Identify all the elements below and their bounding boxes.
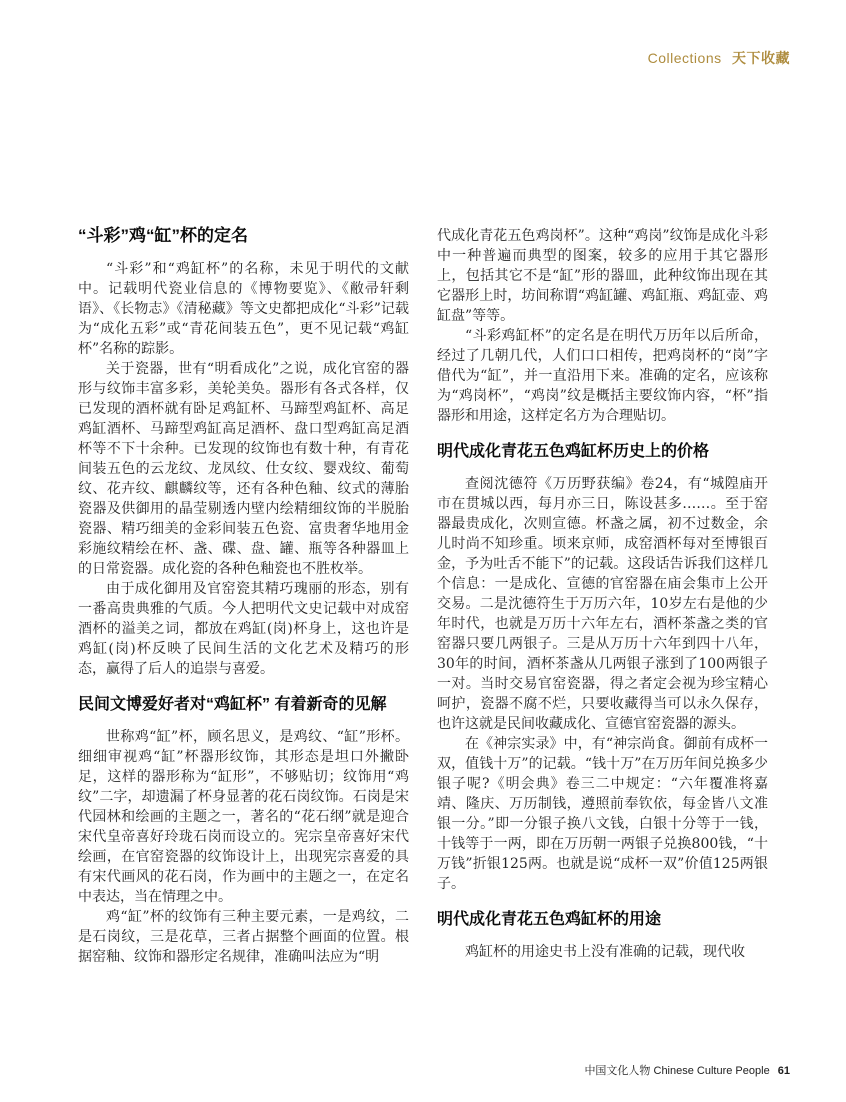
header-section-label-zh: 天下收藏 — [732, 50, 790, 66]
paragraph-continuation: 代成化青花五色鸡岗杯”。这种“鸡岗”纹饰是成化斗彩中一种普遍而典型的图案，较多的应用于其它器形上，包括其它不是“缸”形的器皿，此种纹饰出现在其它器形上时，坊间称谓“鸡缸罐、鸡缸瓶、鸡缸壶、鸡缸盘”等等。 — [437, 228, 768, 324]
paragraph: 查阅沈德符《万历野获编》卷24，有“城隍庙开市在贯城以西，每月亦三日，陈设甚多……。至于窑器最贵成化，次则宣德。杯盏之属，初不过数金，余儿时尚不知珍重。顷来京师，成窑酒杯每对至博银百金，予为吐舌不能下”的记载。这段话告诉我们这样几个信息：一是成化、宣德的官窑器在庙会集市上公开交易。二是沈德符生于万历六年，10岁左右是他的少年时代，也就是万历十六年左右，酒杯茶盏之类的官窑器只要几两银子。三是从万历十六年到四十八年，30年的时间，酒杯茶盏从几两银子涨到了100两银子一对。当时交易官窑瓷器，得之者定会视为珍宝精心呵护，瓷器不腐不烂，只要收藏得当可以永久保存，也许这就是民间收藏成化、宣德官窑瓷器的源头。 — [437, 476, 768, 732]
section-heading: 民间文博爱好者对“鸡缸杯” 有着新奇的见解 — [78, 696, 387, 713]
paragraph: 鸡缸杯的用途史书上没有准确的记载，现代收 — [465, 944, 745, 960]
left-column — [78, 226, 409, 967]
header-section-label-en: Collections — [647, 50, 722, 66]
paragraph: 世称鸡“缸”杯，顾名思义，是鸡纹、“缸”形杯。细细审视鸡“缸”杯器形纹饰，其形态是坦口外撇卧足，这样的器形称为“缸形”，不够贴切；纹饰用“鸡纹”二字，却遗漏了杯身显著的花石岗纹饰。石岗是宋代园林和绘画的主题之一，著名的“花石纲”就是迎合宋代皇帝喜好玲珑石岗而设立的。宪宗皇帝喜好宋代绘画，在官窑瓷器的纹饰设计上，出现宪宗喜爱的具有宋代画风的花石岗，作为画中的主题之一，在定名中表达，当在情理之中。 — [78, 729, 409, 905]
section-heading: 明代成化青花五色鸡缸杯的用途 — [437, 911, 662, 928]
page-header — [648, 48, 790, 68]
article-body — [78, 226, 768, 967]
footer-publication-zh: 中国文化人物 — [584, 1065, 651, 1077]
paragraph: 在《神宗实录》中，有“神宗尚食。御前有成杯一双，值钱十万”的记载。“钱十万”在万历年间兑换多少银子呢?《明会典》卷三二中规定：“六年覆准将嘉靖、隆庆、万历制钱，遵照前奉钦依，每金皆八文准银一分。”即一分银子换八文钱，白银十分等于一钱，十钱等于一两，即在万历朝一两银子兑换800钱，“十万钱”折银125两。也就是说“成杯一双”价值125两银子。 — [437, 736, 768, 892]
paragraph: 关于瓷器，世有“明看成化”之说，成化官窑的器形与纹饰丰富多彩，美轮美奂。器形有各式各样，仅已发现的酒杯就有卧足鸡缸杯、马蹄型鸡缸杯、高足鸡缸酒杯、马蹄型鸡缸高足酒杯、盘口型鸡缸高足酒杯等不下十余种。已发现的纹饰也有数十种，有青花间装五色的云龙纹、龙凤纹、仕女纹、婴戏纹、葡萄纹、花卉纹、麒麟纹等，还有各种色釉、纹式的薄胎瓷器及供御用的晶莹剔透内壁内绘精细纹饰的半脱胎瓷器、精巧细美的金彩间装五色瓷、富贵奢华地用金彩施纹精绘在杯、盏、碟、盘、罐、瓶等各种器皿上的日常瓷器。成化瓷的各种色釉瓷也不胜枚举。 — [78, 361, 409, 577]
page-number: 61 — [777, 1065, 790, 1077]
paragraph: “斗彩鸡缸杯”的定名是在明代万历年以后所命，经过了几朝几代，人们口口相传，把鸡岗杯的“岗”字借代为“缸”，并一直沿用下来。准确的定名，应该称为“鸡岗杯”，“鸡岗”纹是概括主要纹饰内容，“杯”指器形和用途，这样定名方为合理贴切。 — [437, 328, 768, 424]
section-heading: 明代成化青花五色鸡缸杯历史上的价格 — [437, 443, 710, 460]
article-title: “斗彩”鸡“缸”杯的定名 — [78, 226, 248, 245]
page-footer — [584, 1062, 790, 1078]
footer-publication-en: Chinese Culture People — [653, 1065, 770, 1077]
paragraph: 鸡“缸”杯的纹饰有三种主要元素，一是鸡纹，二是石岗纹，三是花草，三者占据整个画面的位置。根据窑釉、纹饰和器形定名规律，准确叫法应为“明 — [78, 909, 409, 965]
right-column — [437, 226, 768, 967]
paragraph: “斗彩”和“鸡缸杯”的名称，未见于明代的文献中。记载明代瓷业信息的《博物要览》、《敝帚轩剩语》、《长物志》《清秘藏》等文史都把成化“斗彩”记载为“成化五彩”或“青花间装五色”，更不见记载“鸡缸杯”名称的踪影。 — [78, 261, 409, 357]
paragraph: 由于成化御用及官窑瓷其精巧瑰丽的形态，别有一番高贵典雅的气质。今人把明代文史记载中对成窑酒杯的溢美之词，都放在鸡缸(岗)杯身上，这也许是鸡缸(岗)杯反映了民间生活的文化艺术及精巧的形态，赢得了后人的追崇与喜爱。 — [78, 581, 409, 677]
